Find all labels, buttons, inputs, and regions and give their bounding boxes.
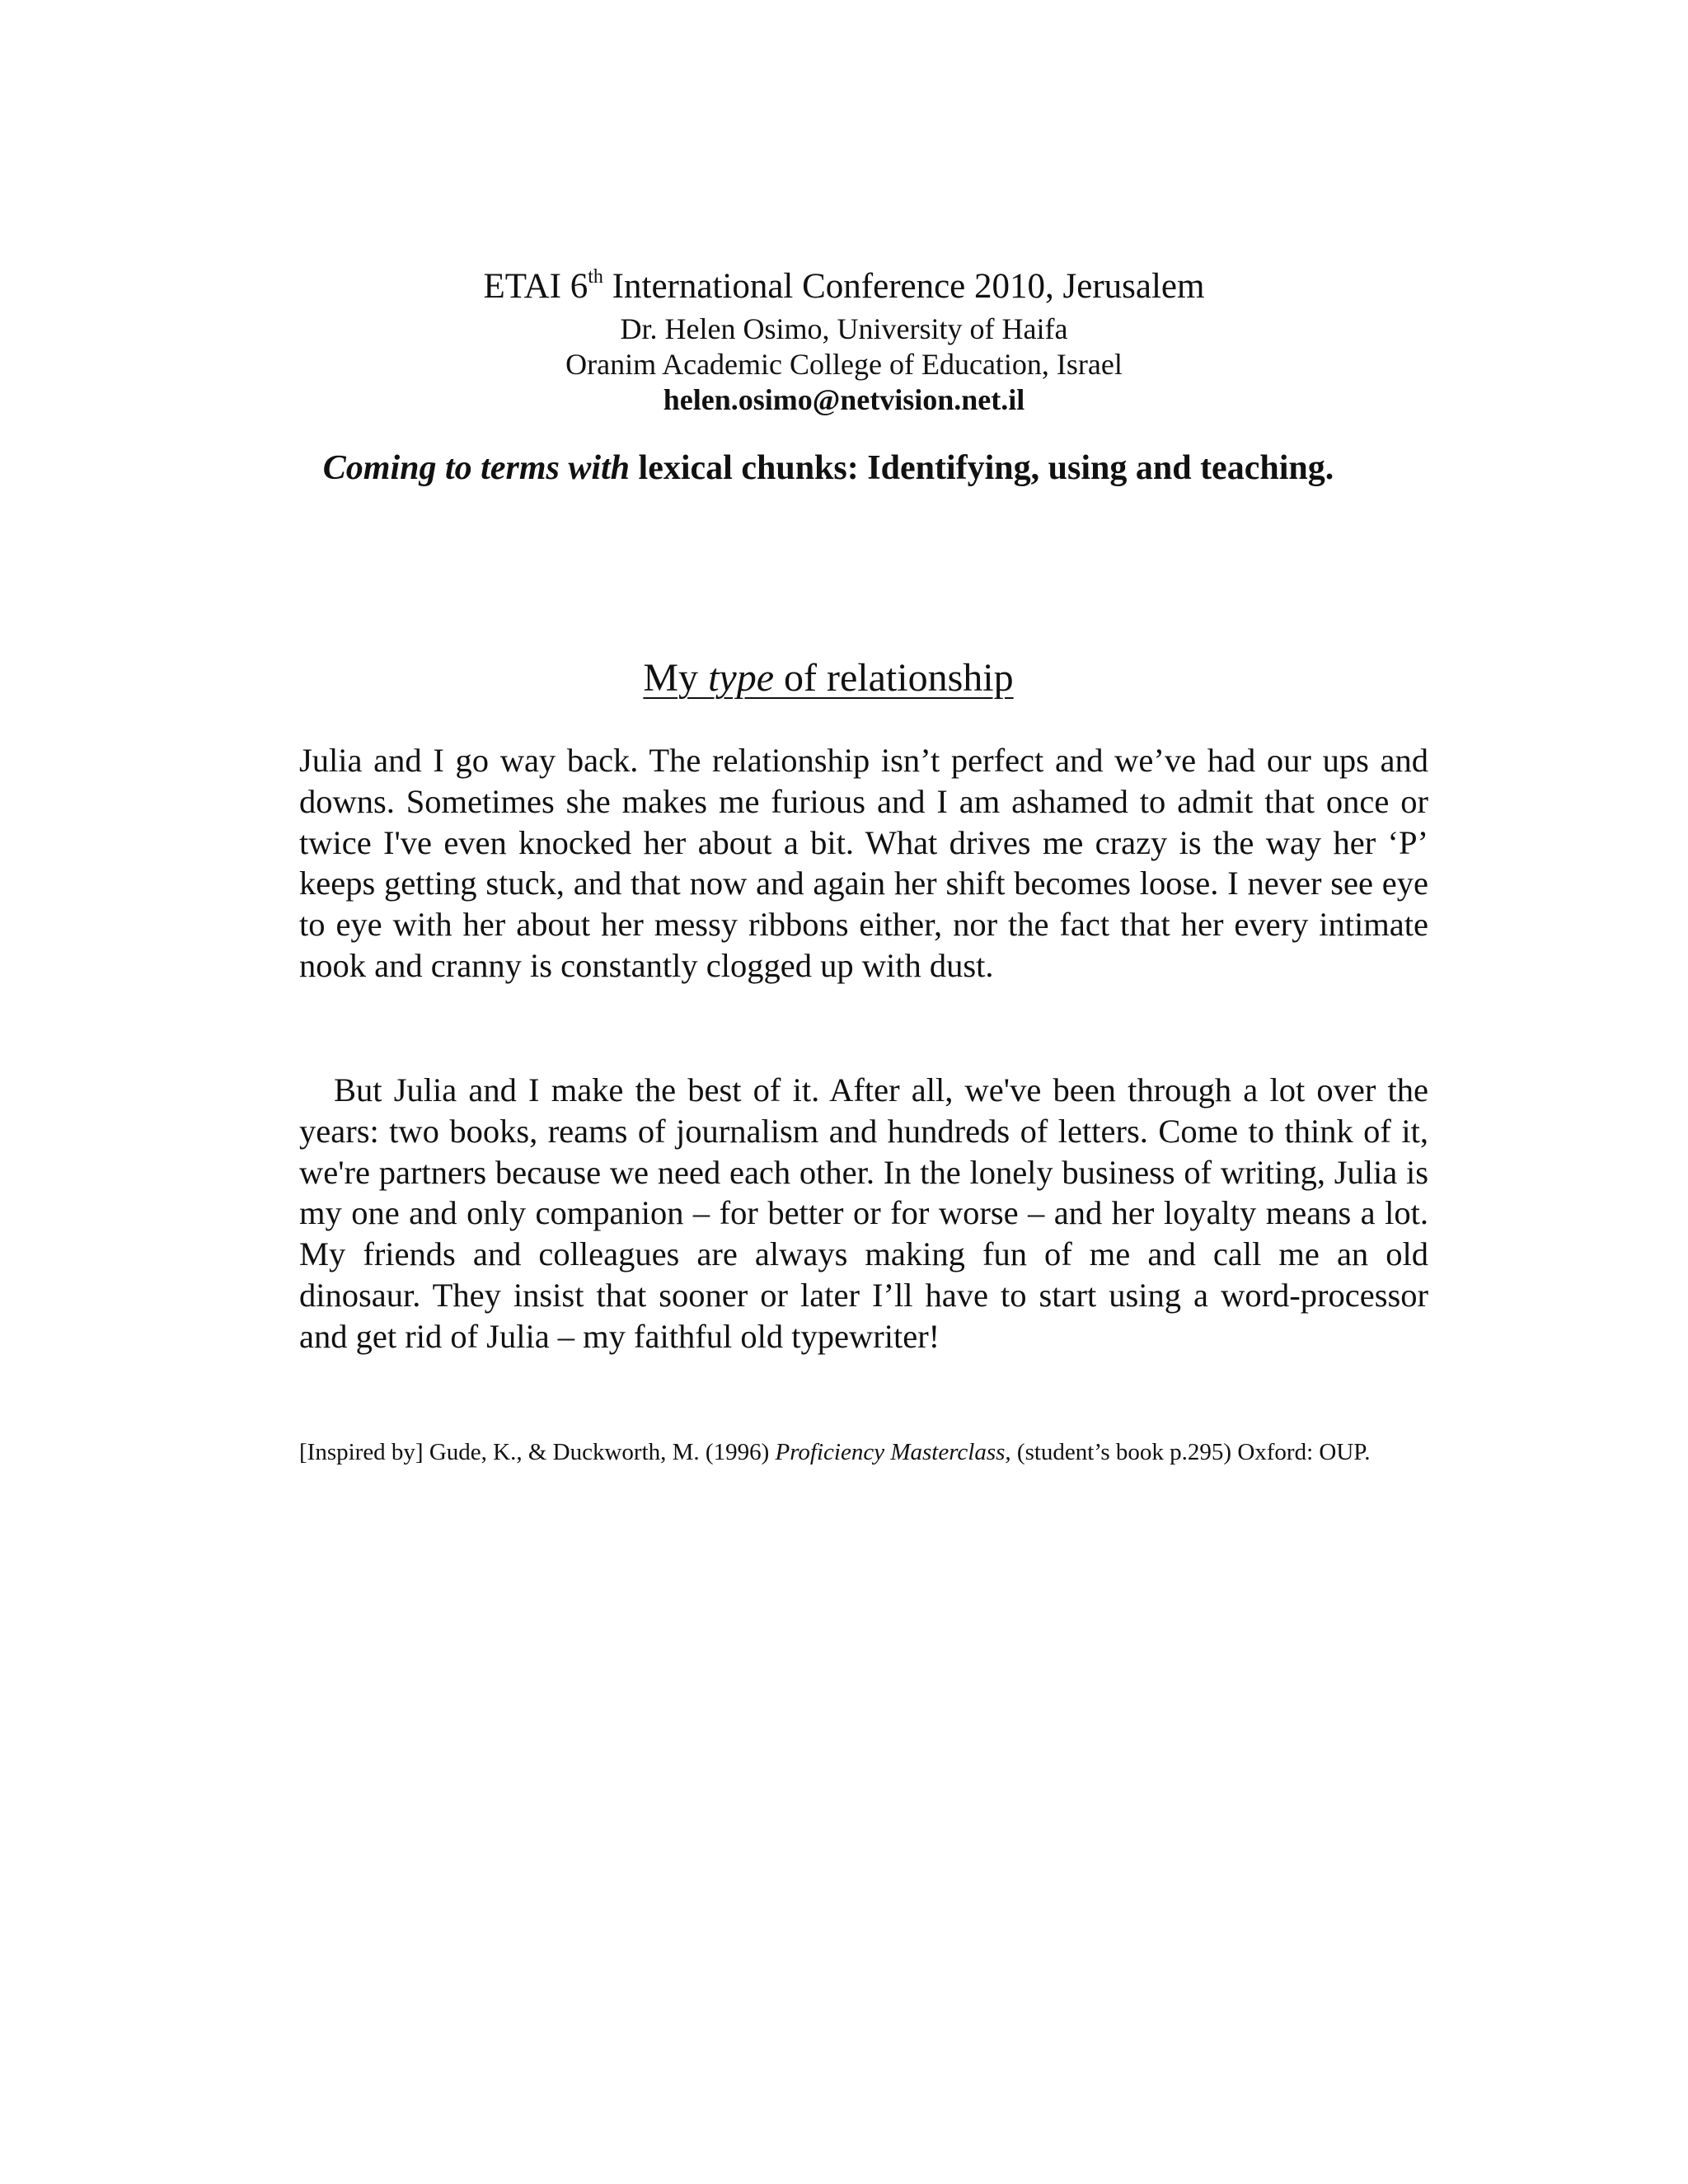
reference-citation <box>299 1436 1536 1469</box>
story-paragraph-2: But Julia and I make the best of it. After all, we've been through a lot over the years: two books, reams of journalism and hundreds of letters. Come to think of it, we're partners because we need each other. In the lonely business of writing, Julia is my one and only companion – for better or for worse – and her loyalty means a lot. My friends and colleagues are always making fun of me and call me an old dinosaur. They insist that sooner or later I’ll have to start using a word-processor and get rid of Julia – my faithful old typewriter! <box>299 1071 1428 1355</box>
reference-prefix: [Inspired by] Gude, K., & Duckworth, M. (1996) <box>299 1439 776 1465</box>
story-title-underlined <box>643 656 1013 700</box>
talk-title <box>0 443 1657 493</box>
story-title-part1: My <box>643 656 709 700</box>
college-line: Oranim Academic College of Education, Israel <box>565 348 1123 381</box>
story-title <box>0 651 1657 705</box>
author-line: Dr. Helen Osimo, University of Haifa <box>620 312 1068 345</box>
author-email: helen.osimo@netvision.net.il <box>663 383 1025 416</box>
conference-title <box>0 262 1688 312</box>
conference-ordinal-suffix: th <box>588 266 603 288</box>
talk-title-italic: Coming to terms with <box>322 449 631 487</box>
document-header <box>0 262 1688 418</box>
story-title-italic: type <box>708 656 775 700</box>
talk-title-rest: lexical chunks: Identifying, using and teaching. <box>630 449 1334 487</box>
conference-title-suffix: International Conference 2010, Jerusalem <box>603 267 1205 306</box>
story-title-part2: of relationship <box>774 656 1014 700</box>
story-paragraph-1: Julia and I go way back. The relationship isn’t perfect and we’ve had our ups and downs. Sometimes she makes me furious and I am ashamed to admit that once or twice I've even knocked her about a bit. What drives me crazy is the way her ‘P’ keeps getting stuck, and that now and again her shift becomes loose. I never see eye to eye with her about her messy ribbons either, nor the fact that her every intimate nook and cranny is constantly clogged up with dust. <box>299 742 1428 984</box>
conference-title-prefix: ETAI 6 <box>483 267 588 306</box>
reference-suffix: (student’s book p.295) Oxford: OUP. <box>1010 1439 1371 1465</box>
reference-book-title: Proficiency Masterclass, <box>775 1439 1011 1465</box>
